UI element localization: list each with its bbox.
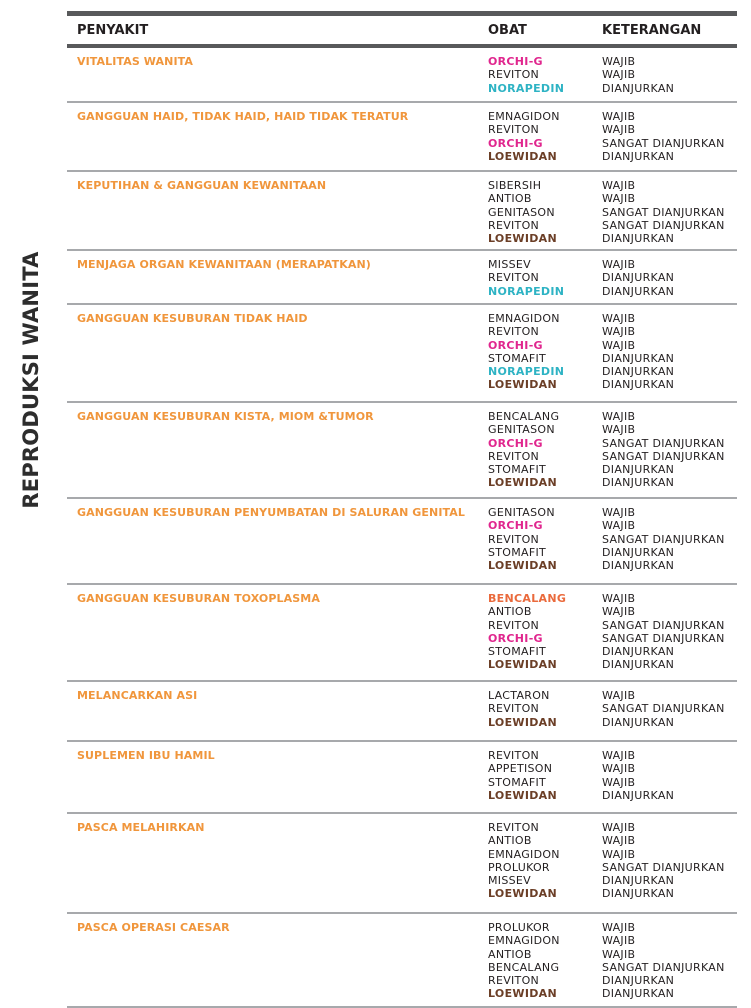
note-list [602,506,725,572]
note-text: DIANJURKAN [602,351,675,365]
note-text: DIANJURKAN [602,788,675,802]
note-text: WAJIB [602,592,636,605]
note-list [602,821,725,901]
note-text: WAJIB [602,749,636,762]
note-text: WAJIB [602,410,636,423]
note-text: WAJIB [602,55,636,68]
note-text: DIANJURKAN [602,715,675,729]
disease-name: GANGGUAN KESUBURAN TIDAK HAID [77,312,308,325]
note-text: DIANJURKAN [602,271,675,285]
drug-name: LOEWIDAN [488,788,557,802]
note-text: DIANJURKAN [602,232,675,245]
note-list [602,749,674,802]
drug-name: REVITON [488,123,540,137]
drug-name: BENCALANG [488,592,567,605]
drug-name: LOEWIDAN [488,559,557,572]
note-text: DIANJURKAN [602,645,675,658]
note-list [602,410,725,490]
note-text: DIANJURKAN [602,149,675,163]
note-list [602,592,725,672]
note-text: WAJIB [602,110,636,123]
drug-list [488,55,564,95]
note-list [602,55,674,95]
header-obat: OBAT [488,23,527,38]
drug-name: STOMAFIT [488,351,547,365]
note-text: WAJIB [602,689,636,702]
note-text: SANGAT DIANJURKAN [602,449,725,463]
note-text: DIANJURKAN [602,974,675,987]
table-row [67,914,737,1008]
drug-name: GENITASON [488,205,555,219]
drug-name: LOEWIDAN [488,149,557,163]
disease-name: SUPLEMEN IBU HAMIL [77,749,215,762]
note-text: WAJIB [602,312,636,325]
drug-name: ANTIOB [488,192,532,206]
note-text: WAJIB [602,519,636,533]
drug-name: APPETISON [488,762,553,776]
drug-name: LOEWIDAN [488,658,557,672]
drug-name: REVITON [488,325,540,339]
drug-name: NORAPEDIN [488,365,565,378]
note-text: WAJIB [602,192,636,206]
note-text: DIANJURKAN [602,874,675,887]
drug-name: MISSEV [488,258,531,271]
note-text: WAJIB [602,605,636,619]
table-row [67,172,737,251]
drug-name: ANTIOB [488,834,532,848]
note-text: DIANJURKAN [602,365,675,378]
side-title [0,0,62,991]
note-text: WAJIB [602,325,636,339]
table-row [67,251,737,305]
note-text: SANGAT DIANJURKAN [602,205,725,219]
note-text: SANGAT DIANJURKAN [602,436,725,450]
drug-name: REVITON [488,68,540,82]
note-text: WAJIB [602,423,636,437]
drug-name: REVITON [488,532,540,546]
disease-name: PASCA OPERASI CAESAR [77,921,230,934]
note-list [602,921,725,1001]
drug-name: ORCHI-G [488,338,543,352]
drug-name: GENITASON [488,423,555,437]
drug-name: EMNAGIDON [488,312,560,325]
drug-name: LOEWIDAN [488,476,557,490]
disease-name: MENJAGA ORGAN KEWANITAAN (MERAPATKAN) [77,258,371,271]
drug-name: LOEWIDAN [488,987,557,1001]
disease-name: MELANCARKAN ASI [77,689,198,702]
disease-name: PASCA MELAHIRKAN [77,821,205,834]
disease-name: VITALITAS WANITA [77,55,193,68]
table-header [67,16,737,44]
table-row [67,499,737,585]
note-text: SANGAT DIANJURKAN [602,136,725,150]
disease-name: GANGGUAN KESUBURAN TOXOPLASMA [77,592,320,605]
disease-name: GANGGUAN HAID, TIDAK HAID, HAID TIDAK TERATUR [77,110,409,123]
drug-list [488,410,559,490]
drug-list [488,110,560,163]
drug-name: NORAPEDIN [488,284,565,298]
note-text: SANGAT DIANJURKAN [602,532,725,546]
drug-list [488,258,564,298]
note-text: SANGAT DIANJURKAN [602,631,725,645]
note-text: DIANJURKAN [602,284,675,298]
note-list [602,258,674,298]
note-list [602,312,674,392]
drug-name: STOMAFIT [488,775,547,789]
drug-name: ANTIOB [488,947,532,961]
table-row [67,48,737,103]
table-row [67,103,737,172]
table-row [67,742,737,814]
note-text: WAJIB [602,123,636,137]
header-keterangan: KETERANGAN [602,23,702,38]
drug-name: PROLUKOR [488,860,550,874]
note-text: WAJIB [602,506,636,519]
product-table [67,11,737,1008]
note-list [602,110,725,163]
side-title-text: REPRODUKSI WANITA [19,251,43,509]
note-text: DIANJURKAN [602,658,675,672]
drug-name: PROLUKOR [488,921,550,934]
note-text: SANGAT DIANJURKAN [602,618,725,632]
note-text: WAJIB [602,934,636,948]
drug-name: LOEWIDAN [488,232,557,245]
drug-name: STOMAFIT [488,645,547,658]
note-text: DIANJURKAN [602,887,675,901]
note-text: WAJIB [602,821,636,834]
note-text: DIANJURKAN [602,545,675,559]
disease-name: GANGGUAN KESUBURAN KISTA, MIOM &TUMOR [77,410,374,423]
table-row [67,682,737,742]
note-text: WAJIB [602,258,636,271]
note-text: DIANJURKAN [602,987,675,1001]
drug-name: NORAPEDIN [488,81,565,95]
drug-name: STOMAFIT [488,463,547,476]
note-text: SANGAT DIANJURKAN [602,218,725,232]
drug-list [488,179,557,245]
table-row [67,403,737,499]
drug-name: BENCALANG [488,410,560,423]
note-text: SANGAT DIANJURKAN [602,960,725,974]
disease-name: KEPUTIHAN & GANGGUAN KEWANITAAN [77,179,327,192]
table-row [67,305,737,403]
note-text: WAJIB [602,947,636,961]
disease-name: GANGGUAN KESUBURAN PENYUMBATAN DI SALURAN GENITAL [77,506,466,519]
table-row [67,814,737,914]
note-text: DIANJURKAN [602,378,675,392]
drug-list [488,821,560,901]
drug-list [488,689,557,729]
drug-name: LOEWIDAN [488,378,557,392]
drug-name: ANTIOB [488,605,532,619]
drug-name: SIBERSIH [488,179,542,192]
note-text: WAJIB [602,68,636,82]
drug-name: STOMAFIT [488,545,547,559]
table-body [67,48,737,1008]
drug-list [488,592,566,672]
drug-name: REVITON [488,449,540,463]
note-list [602,689,725,729]
drug-name: LOEWIDAN [488,887,557,901]
note-text: SANGAT DIANJURKAN [602,702,725,716]
note-text: SANGAT DIANJURKAN [602,860,725,874]
drug-name: ORCHI-G [488,55,543,68]
drug-list [488,749,557,802]
header-penyakit: PENYAKIT [77,23,149,38]
note-text: WAJIB [602,338,636,352]
drug-name: REVITON [488,218,540,232]
drug-name: ORCHI-G [488,519,543,533]
drug-list [488,506,557,572]
drug-name: EMNAGIDON [488,934,560,948]
note-text: WAJIB [602,762,636,776]
note-text: DIANJURKAN [602,559,675,572]
drug-name: GENITASON [488,506,555,519]
drug-list [488,312,564,392]
note-text: WAJIB [602,834,636,848]
drug-name: REVITON [488,749,540,762]
drug-name: LACTARON [488,689,550,702]
drug-name: REVITON [488,702,540,716]
drug-name: LOEWIDAN [488,715,557,729]
note-text: WAJIB [602,921,636,934]
note-text: WAJIB [602,179,636,192]
drug-name: REVITON [488,618,540,632]
drug-name: ORCHI-G [488,631,543,645]
drug-name: MISSEV [488,874,531,887]
note-text: DIANJURKAN [602,463,675,476]
drug-name: REVITON [488,271,540,285]
drug-name: ORCHI-G [488,436,543,450]
drug-name: BENCALANG [488,960,560,974]
note-text: DIANJURKAN [602,476,675,490]
note-text: WAJIB [602,847,636,861]
drug-list [488,921,560,1001]
note-list [602,179,725,245]
note-text: WAJIB [602,775,636,789]
drug-name: REVITON [488,974,540,987]
drug-name: EMNAGIDON [488,110,560,123]
drug-name: REVITON [488,821,540,834]
drug-name: ORCHI-G [488,136,543,150]
drug-name: EMNAGIDON [488,847,560,861]
table-row [67,585,737,682]
note-text: DIANJURKAN [602,81,675,95]
